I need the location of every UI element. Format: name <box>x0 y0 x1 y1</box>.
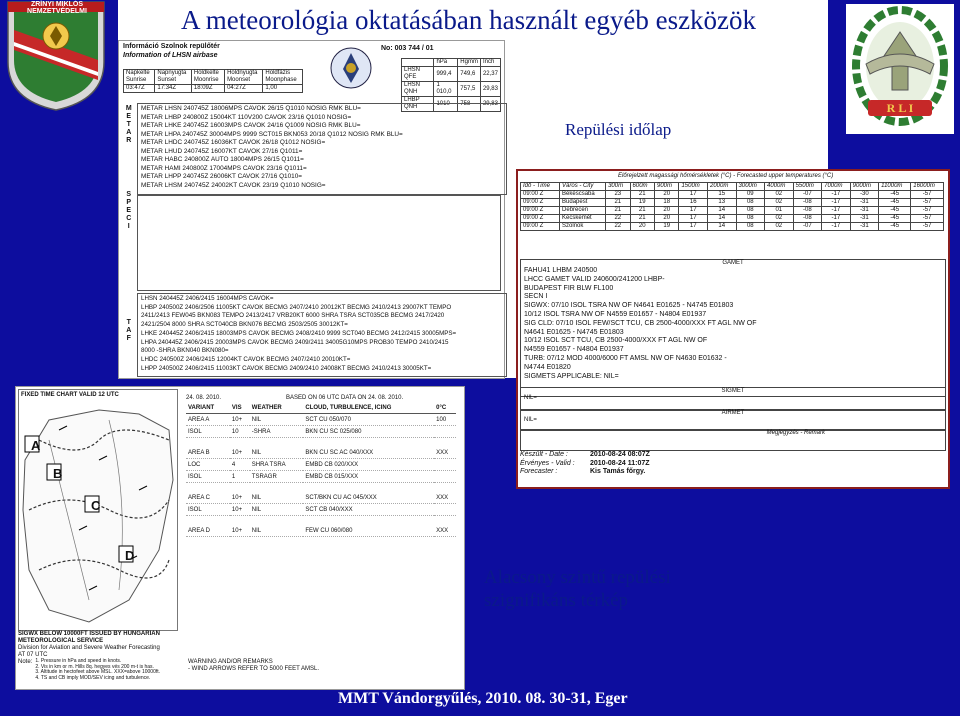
footer-key: Forecaster : <box>520 468 558 475</box>
sigwx-cell: EMBD CB 015/XXX <box>303 471 434 483</box>
forecast-row <box>521 199 944 207</box>
metar-line: METAR LHBP 240800Z 15004KT 110V200 CAVOK 23/16 Q1010 NOSIG= <box>141 113 352 121</box>
sigwx-chart-document <box>15 386 465 690</box>
pressure-cell: 999,4 <box>434 67 458 82</box>
institute-logo <box>846 4 954 134</box>
sun-table <box>123 69 303 93</box>
taf-line: LHDC 240500Z 2406/2415 12004KT CAVOK BECMG 2407/2410 20010KT= <box>141 355 351 363</box>
taf-line: 8000 -SHRA BKN040 BKN080= <box>141 347 229 355</box>
forecast-cell: 15 <box>707 191 736 199</box>
logo-text: ZRÍNYI MIKLÓS NEMZETVÉDELMI <box>27 1 87 15</box>
warning-box <box>188 659 319 673</box>
forecast-cell: 20 <box>630 223 654 231</box>
metar-line: METAR LHKE 240745Z 16003MPS CAVOK 24/16 Q1009 NOSIG RMK BLU= <box>141 122 361 129</box>
legend-sub: Division for Aviation and Severe Weather Forecasting <box>18 645 160 651</box>
taf-line: LHBP 240500Z 2406/2506 11005KT CAVOK BECMG 2407/2410 20012KT BECMG 2410/2413 29007KT TEMPO <box>141 303 452 311</box>
sigwx-cell <box>434 459 456 471</box>
sun-value-cell: 17:34Z <box>155 85 192 93</box>
forecast-header-cell: 11000m <box>879 183 911 191</box>
forecast-cell: 22 <box>606 215 630 223</box>
chart-date: 24. 08. 2010. <box>186 395 222 401</box>
forecast-cell: 09:00 Z <box>521 223 560 231</box>
sun-value-cell: 03:47Z <box>124 85 155 93</box>
forecast-cell: -57 <box>911 207 944 215</box>
sigwx-row <box>186 438 456 459</box>
sigwx-cell: 100 <box>434 414 456 426</box>
taf-line: LHKE 240445Z 2406/2415 18003MPS CAVOK BECMG 2408/2410 9999 SCT040 BECMG 2412/2415 30005MPS= <box>141 329 457 337</box>
pressure-cell: 758 <box>458 97 481 112</box>
side-label-text: METAR <box>125 105 133 145</box>
sigwx-header-cell: WEATHER <box>250 404 304 414</box>
forecast-cell: 13 <box>707 199 736 207</box>
forecast-cell: -31 <box>850 223 879 231</box>
forecast-cell: 20 <box>655 191 679 199</box>
area-b-label: B <box>53 466 63 481</box>
gamet-line: 10/12 ISOL TSRA NW OF N4559 E01657 - N4804 E01937 <box>524 310 707 318</box>
page-title: A meteorológia oktatásában használt egyéb eszközök <box>181 5 757 35</box>
footer-key: Érvényes - Valid : <box>520 459 575 467</box>
forecast-header-cell: 9000m <box>850 183 879 191</box>
forecast-cell: 08 <box>736 215 765 223</box>
footer-key: Készült - Date : <box>520 451 568 458</box>
forecast-footer-row <box>520 451 944 460</box>
emblem-icon <box>329 45 373 91</box>
sun-value-cell: 1,00 <box>263 85 303 93</box>
forecast-cell: 02 <box>765 223 794 231</box>
taf-line: LHSN 240445Z 2406/2415 16004MPS CAVOK= <box>141 295 274 302</box>
forecast-cell: -08 <box>793 199 822 207</box>
forecast-cell: -07 <box>793 191 822 199</box>
shield-icon <box>4 0 108 112</box>
sigwx-row <box>186 459 456 471</box>
sigwx-cell <box>434 504 456 516</box>
sigwx-cell: NIL <box>250 438 304 459</box>
pressure-cell: 757,5 <box>458 82 481 97</box>
pressure-cell: LHSN QFE <box>402 67 434 82</box>
sigwx-header-cell: VIS <box>230 404 250 414</box>
gamet-line: SIGMETS APPLICABLE: NIL= <box>524 372 619 380</box>
sigwx-cell: 10+ <box>230 504 250 516</box>
sigwx-cell: AREA D <box>186 516 230 537</box>
sigwx-cell: 10+ <box>230 516 250 537</box>
note-line: 3. Altitude in hectofeet above MSL. XXX=above 10000ft. <box>35 669 161 675</box>
caption-sigwx-line2: szignifikáns térkép <box>484 590 629 611</box>
forecast-cell: 02 <box>765 215 794 223</box>
pressure-header-row <box>402 59 501 67</box>
forecast-cell: Kecskemét <box>560 215 606 223</box>
metar-line: METAR LHDC 240745Z 16036KT CAVOK 26/18 Q1012 NOSIG= <box>141 139 326 146</box>
forecast-cell: 09:00 Z <box>521 199 560 207</box>
sigwx-cell: LOC <box>186 459 230 471</box>
forecast-cell: -57 <box>911 223 944 231</box>
sigwx-cell: SCT/BKN CU AC 045/XXX <box>303 483 434 504</box>
sigwx-header-cell: VARIANT <box>186 404 230 414</box>
forecast-row <box>521 207 944 215</box>
sigwx-cell: 10+ <box>230 438 250 459</box>
forecast-cell: 09:00 Z <box>521 207 560 215</box>
sigwx-cell: NIL <box>250 516 304 537</box>
sigmet-label: SIGMET <box>721 388 745 394</box>
sigwx-cell: FEW CU 060/080 <box>303 516 434 537</box>
metar-line: METAR LHSN 240745Z 18006MPS CAVOK 26/15 Q1010 NOSIG RMK BLU= <box>141 105 361 112</box>
forecast-cell: 02 <box>765 191 794 199</box>
forecast-cell: 22 <box>606 223 630 231</box>
forecast-cell: 14 <box>707 215 736 223</box>
forecast-cell: 09 <box>736 191 765 199</box>
sun-header-cell: Holdnyugta Moonset <box>225 70 263 85</box>
gamet-line: LHCC GAMET VALID 240600/241200 LHBP- <box>524 275 665 283</box>
side-label-text: SPECI <box>125 191 133 231</box>
area-a-label: A <box>31 438 41 453</box>
pressure-cell: 29,83 <box>480 82 500 97</box>
forecast-cell: 14 <box>707 207 736 215</box>
sigmet-box <box>520 387 946 411</box>
forecast-header-cell: 5500m <box>793 183 822 191</box>
forecast-cell: 17 <box>679 223 708 231</box>
area-d-label: D <box>125 548 135 563</box>
forecast-cell: 01 <box>765 207 794 215</box>
sun-header-cell: Holdkelte Moonrise <box>191 70 224 85</box>
metar-list <box>137 103 507 195</box>
forecast-cell: -08 <box>793 215 822 223</box>
pressure-header-cell: Inch <box>480 59 500 67</box>
sigwx-cell: ISOL <box>186 504 230 516</box>
sun-value-cell: 04:27Z <box>225 85 263 93</box>
doc1-header-hu: Információ Szolnok repülőtér <box>123 43 220 50</box>
side-label-text: TAF <box>125 319 133 343</box>
forecast-cell: -30 <box>850 191 879 199</box>
forecast-header-cell: 2000m <box>707 183 736 191</box>
sigwx-row <box>186 426 456 438</box>
sigwx-header-cell: CLOUD, TURBULENCE, ICING <box>303 404 434 414</box>
forecast-header-cell: 600m <box>630 183 654 191</box>
metar-side-label <box>122 105 134 149</box>
forecast-title: Előrejelzett magassági hőmérsékletek (°C) - Forecasted upper temperatures (°C) <box>618 173 834 179</box>
pressure-header-cell: Hgmm <box>458 59 481 67</box>
forecast-cell: 20 <box>655 215 679 223</box>
forecast-cell: -31 <box>850 207 879 215</box>
forecast-cell: Szolnok <box>560 223 606 231</box>
remark-box <box>520 429 946 451</box>
footer-value: Kis Tamás főrgy. <box>590 468 646 475</box>
sigwx-cell: EMBD CB 020/XXX <box>303 459 434 471</box>
forecast-cell: -57 <box>911 191 944 199</box>
pressure-row <box>402 67 501 82</box>
sigwx-row <box>186 414 456 426</box>
sun-header-cell: Napkelte Sunrise <box>124 70 155 85</box>
gamet-line: BUDAPEST FIR BLW FL100 <box>524 284 614 292</box>
sigwx-cell: SCT CU 050/070 <box>303 414 434 426</box>
sigmet-value: NIL= <box>524 395 537 401</box>
airmet-box <box>520 409 946 431</box>
sigwx-cell: 10 <box>230 426 250 438</box>
forecast-cell: Békéscsaba <box>560 191 606 199</box>
forecast-header-cell: 1500m <box>679 183 708 191</box>
sigwx-cell: 4 <box>230 459 250 471</box>
map-legend <box>18 631 176 687</box>
flight-weather-sheet <box>516 169 950 489</box>
forecast-cell: 16 <box>679 199 708 207</box>
gamet-line: SECN I <box>524 293 548 301</box>
forecast-header-cell: 3000m <box>736 183 765 191</box>
forecast-cell: -07 <box>793 223 822 231</box>
taf-line: 2421/2504 8000 SHRA SCT040CB BKN076 BECMG 2503/2505 30012KT= <box>141 321 348 329</box>
sigwx-cell: XXX <box>434 483 456 504</box>
sigwx-row <box>186 516 456 537</box>
sigwx-cell: 1 <box>230 471 250 483</box>
forecast-cell: 23 <box>606 191 630 199</box>
gamet-line: N4641 E01625 - N4745 E01803 <box>524 328 624 336</box>
sun-header-cell: Napnyugta Sunset <box>155 70 192 85</box>
forecast-header-cell: Idő - Time <box>521 183 560 191</box>
forecast-table <box>520 182 944 231</box>
forecast-row <box>521 215 944 223</box>
metar-line: METAR HABC 240800Z AUTO 18004MPS 26/15 Q1011= <box>141 156 304 163</box>
doc1-header-en: Information of LHSN airbase <box>123 51 218 59</box>
gamet-line: N4559 E01657 - N4804 E01937 <box>524 346 624 354</box>
forecast-cell: 08 <box>736 199 765 207</box>
sigwx-cell: SCT CB 040/XXX <box>303 504 434 516</box>
forecast-header-cell: 4000m <box>765 183 794 191</box>
legend-title: SIGWX BELOW 10000FT ISSUED BY HUNGARIAN METEOROLOGICAL SERVICE <box>18 631 160 644</box>
forecast-cell: 20 <box>655 207 679 215</box>
forecast-footer-row <box>520 468 944 477</box>
sigwx-cell: SHRA TSRA <box>250 459 304 471</box>
sigwx-cell: NIL <box>250 483 304 504</box>
forecast-cell: 08 <box>736 207 765 215</box>
hungary-map-icon <box>19 400 177 628</box>
taf-line: 2411/2413 FEW045 BKN083 TEMPO 2413/2417 VRB20KT 6000 SHRA TSRA SCT035CB BECMG 2417/2420 <box>141 312 445 320</box>
pressure-header-cell: hPa <box>434 59 458 67</box>
gamet-line: TURB: 07/12 MOD 4000/6000 FT AMSL NW OF N4630 E01632 - <box>524 354 727 362</box>
area-c-label: C <box>91 498 101 513</box>
sigwx-table <box>186 404 456 537</box>
warning-title: WARNING AND/OR REMARKS <box>188 659 273 665</box>
notes <box>18 659 176 681</box>
forecast-cell: 02 <box>765 199 794 207</box>
sigwx-cell: TSRAGR <box>250 471 304 483</box>
pressure-cell: LHSN QNH <box>402 82 434 97</box>
sun-value-cell: 18:09Z <box>191 85 224 93</box>
forecast-cell: 14 <box>707 223 736 231</box>
gamet-line: 10/12 ISOL SCT TCU, CB 2500-4000/XXX FT AGL NW OF <box>524 337 708 345</box>
caption-sigwx-line1: Alacsony szintű repülési <box>484 567 671 588</box>
legend-time: AT 07 UTC <box>18 652 48 658</box>
footer-value: 2010-08-24 11:07Z <box>590 459 650 467</box>
forecast-cell: 09:00 Z <box>521 191 560 199</box>
forecast-cell: 09:00 Z <box>521 215 560 223</box>
forecast-cell: -17 <box>822 199 851 207</box>
sigwx-header-cell: 0°C <box>434 404 456 414</box>
forecast-cell: 21 <box>630 191 654 199</box>
map-title: FIXED TIME CHART VALID 12 UTC <box>21 392 119 398</box>
metar-line: METAR LHPP 240745Z 26006KT CAVOK 27/16 Q1010= <box>141 173 302 180</box>
sigwx-cell: NIL <box>250 414 304 426</box>
sigwx-cell: AREA A <box>186 414 230 426</box>
pressure-cell: 29,83 <box>480 97 500 112</box>
gamet-line: SIGWX: 07/10 ISOL TSRA NW OF N4641 E01625 - N4745 E01803 <box>524 302 734 310</box>
pressure-row <box>402 82 501 97</box>
forecast-cell: 17 <box>679 215 708 223</box>
forecast-cell: 19 <box>655 223 679 231</box>
forecast-cell: -31 <box>850 215 879 223</box>
gamet-line: N4744 E01820 <box>524 363 571 371</box>
sigwx-cell: ISOL <box>186 426 230 438</box>
forecast-cell: 19 <box>630 199 654 207</box>
sun-header-cell: Holdfázis Moonphase <box>263 70 303 85</box>
taf-line: LHPP 240500Z 2406/2415 11003KT CAVOK BECMG 2409/2410 24008KT BECMG 2410/2413 30005KT= <box>141 364 432 372</box>
sigwx-cell: -SHRA <box>250 426 304 438</box>
forecast-cell: Debrecen <box>560 207 606 215</box>
forecast-cell: 21 <box>606 207 630 215</box>
logo-letters: R L I <box>886 101 914 115</box>
airbase-info-document <box>118 40 505 379</box>
forecast-cell: -45 <box>879 191 911 199</box>
doc1-header <box>123 43 220 60</box>
forecast-header-cell: Város - City <box>560 183 606 191</box>
metar-line: METAR LHUD 240745Z 16007KT CAVOK 27/16 Q1011= <box>141 147 303 155</box>
forecast-cell: -31 <box>850 199 879 207</box>
forecast-header-cell: 900m <box>655 183 679 191</box>
forecast-cell: -45 <box>879 207 911 215</box>
sigwx-cell: BKN CU SC AC 040/XXX <box>303 438 434 459</box>
sigwx-map <box>18 389 178 631</box>
forecast-cell: 08 <box>736 223 765 231</box>
forecast-cell: -08 <box>793 207 822 215</box>
pressure-cell: 1010 <box>434 97 458 112</box>
notes-label: Note: <box>18 659 33 665</box>
footer-value: 2010-08-24 08:07Z <box>590 451 650 458</box>
sigwx-cell: AREA C <box>186 483 230 504</box>
forecast-cell: -45 <box>879 215 911 223</box>
caption-flight-sheet: Repülési időlap <box>565 120 672 139</box>
sigwx-cell: ISOL <box>186 471 230 483</box>
speci-side-label <box>122 191 134 235</box>
slide-footer: MMT Vándorgyűlés, 2010. 08. 30-31, Eger <box>338 690 628 707</box>
metar-line: METAR HAMI 240800Z 17004MPS CAVOK 23/16 Q1011= <box>141 164 307 172</box>
pressure-cell: LHBP QNH <box>402 97 434 112</box>
note-line: 2. Vis in km or m. Hills 8q. hegyes vés 200 m-t is has. <box>35 663 154 670</box>
metar-line: METAR LHPA 240745Z 30004MPS 9999 SCT015 BKN053 20/18 Q1012 NOSIG RMK BLU= <box>141 130 403 138</box>
forecast-cell: 21 <box>630 215 654 223</box>
sigwx-cell: BKN CU SC 025/080 <box>303 426 434 438</box>
forecast-cell: -57 <box>911 215 944 223</box>
forecast-cell: Budapest <box>560 199 606 207</box>
forecast-footer-row <box>520 460 944 469</box>
sigwx-cell: 10+ <box>230 414 250 426</box>
sigwx-cell <box>434 426 456 438</box>
taf-list <box>137 293 507 377</box>
caption-sigwx-chart <box>484 566 671 612</box>
gamet-line: SIG CLD: 07/10 ISOL FEW/SCT TCU, CB 2500-4000/XXX FT AGL NW OF <box>524 319 757 327</box>
speci-box <box>137 195 501 291</box>
sigwx-row <box>186 483 456 504</box>
forecast-cell: -45 <box>879 223 911 231</box>
forecast-header-cell: 300m <box>606 183 630 191</box>
forecast-cell: 17 <box>679 191 708 199</box>
forecast-footer <box>520 451 944 477</box>
forecast-cell: -17 <box>822 223 851 231</box>
sigwx-cell: XXX <box>434 516 456 537</box>
sigwx-cell: NIL <box>250 504 304 516</box>
taf-side-label <box>122 319 134 347</box>
forecast-header-cell: 7000m <box>822 183 851 191</box>
forecast-row <box>521 191 944 199</box>
forecast-cell: 17 <box>679 207 708 215</box>
sigwx-cell: XXX <box>434 438 456 459</box>
gamet-box <box>520 259 946 397</box>
chart-based: BASED ON 06 UTC DATA ON 24. 08. 2010. <box>286 395 404 401</box>
airmet-label: AIRMET <box>721 410 745 416</box>
pressure-cell: 22,37 <box>480 67 500 82</box>
forecast-cell: -17 <box>822 215 851 223</box>
pressure-header-cell <box>402 59 434 67</box>
forecast-cell: 21 <box>630 207 654 215</box>
doc1-number: No: 003 744 / 01 <box>381 45 434 52</box>
pressure-cell: 749,6 <box>458 67 481 82</box>
taf-line: LHPA 240445Z 2406/2415 20003MPS CAVOK BECMG 2409/2411 34005G10MPS PROB30 TEMPO 2410/2415 <box>141 338 449 346</box>
forecast-cell: -17 <box>822 191 851 199</box>
sigwx-row <box>186 471 456 483</box>
pressure-cell: 1 010,0 <box>434 82 458 97</box>
remark-label: Megjegyzés - Remark <box>766 430 825 436</box>
metar-line: METAR LHSM 240745Z 24002KT CAVOK 23/19 Q1010 NOSIG= <box>141 181 326 189</box>
forecast-cell: -45 <box>879 199 911 207</box>
forecast-cell: 18 <box>655 199 679 207</box>
gamet-line: FAHU41 LHBM 240500 <box>524 267 598 274</box>
forecast-header-cell: 16000m <box>911 183 944 191</box>
gamet-label: GAMET <box>722 260 744 266</box>
forecast-cell: 21 <box>606 199 630 207</box>
note-line: 4. TS and CB imply MOD/SEV icing and turbulence. <box>35 674 151 681</box>
sigwx-cell: 10+ <box>230 483 250 504</box>
forecast-cell: -57 <box>911 199 944 207</box>
warning-line: - WIND ARROWS REFER TO 5000 FEET AMSL. <box>188 666 320 672</box>
university-logo <box>4 0 108 117</box>
sigwx-cell <box>434 471 456 483</box>
airmet-value: NIL= <box>524 417 537 423</box>
sigwx-row <box>186 504 456 516</box>
sigwx-cell: AREA B <box>186 438 230 459</box>
forecast-cell: -17 <box>822 207 851 215</box>
forecast-row <box>521 223 944 231</box>
note-line: 1. Pressure in hPa and speed in knots. <box>35 658 122 664</box>
